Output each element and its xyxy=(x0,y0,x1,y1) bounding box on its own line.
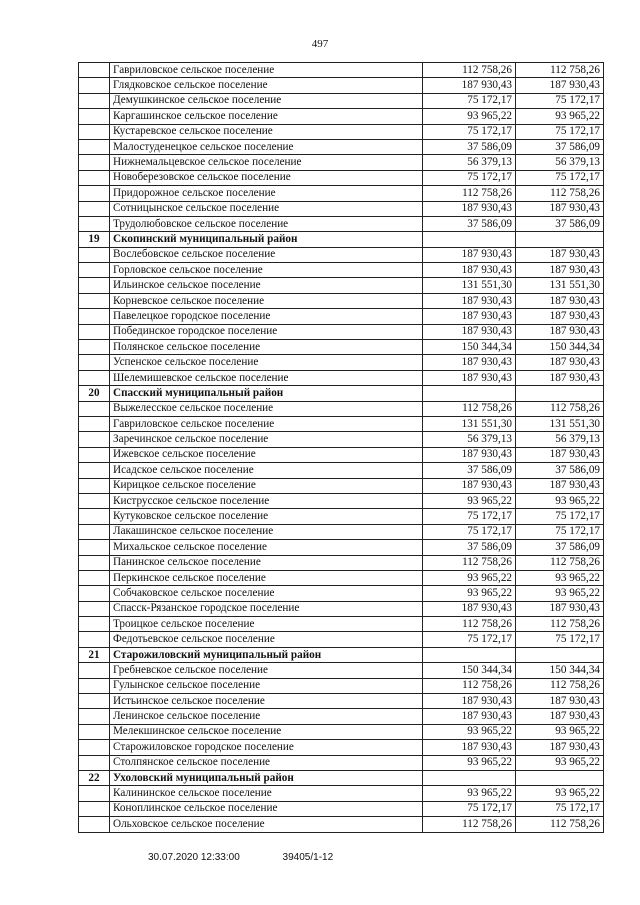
row-number xyxy=(79,524,110,539)
row-number xyxy=(79,416,110,431)
settlement-name: Спасский муниципальный район xyxy=(110,386,423,401)
table-row xyxy=(79,216,604,231)
amount-1: 187 930,43 xyxy=(423,324,516,339)
settlement-name: Ленинское сельское поселение xyxy=(110,709,423,724)
table-row xyxy=(79,755,604,770)
settlement-name: Исадское сельское поселение xyxy=(110,463,423,478)
row-number xyxy=(79,694,110,709)
amount-1: 93 965,22 xyxy=(423,586,516,601)
amount-1: 187 930,43 xyxy=(423,201,516,216)
row-number xyxy=(79,586,110,601)
amount-1: 187 930,43 xyxy=(423,263,516,278)
amount-1: 150 344,34 xyxy=(423,340,516,355)
amount-1 xyxy=(423,232,516,247)
amount-2 xyxy=(516,232,604,247)
amount-1: 37 586,09 xyxy=(423,216,516,231)
row-number xyxy=(79,124,110,139)
table-row xyxy=(79,186,604,201)
amount-2: 112 758,26 xyxy=(516,186,604,201)
amount-2: 75 172,17 xyxy=(516,93,604,108)
table-row xyxy=(79,293,604,308)
row-number xyxy=(79,340,110,355)
footer-timestamp: 30.07.2020 12:33:00 xyxy=(148,852,240,863)
table-row xyxy=(79,817,604,832)
amount-2: 93 965,22 xyxy=(516,586,604,601)
table-row xyxy=(79,416,604,431)
amount-1: 93 965,22 xyxy=(423,755,516,770)
amount-2 xyxy=(516,770,604,785)
row-number xyxy=(79,632,110,647)
settlement-name: Корневское сельское поселение xyxy=(110,293,423,308)
amount-1: 37 586,09 xyxy=(423,139,516,154)
settlement-name: Полянское сельское поселение xyxy=(110,340,423,355)
amount-2: 75 172,17 xyxy=(516,509,604,524)
row-number xyxy=(79,78,110,93)
amount-2: 187 930,43 xyxy=(516,201,604,216)
amount-2: 187 930,43 xyxy=(516,740,604,755)
row-number xyxy=(79,278,110,293)
amount-2: 75 172,17 xyxy=(516,632,604,647)
table-row xyxy=(79,155,604,170)
settlement-name: Киструсское сельское поселение xyxy=(110,493,423,508)
row-number xyxy=(79,432,110,447)
row-number xyxy=(79,155,110,170)
table-row xyxy=(79,540,604,555)
settlement-name: Федотьевское сельское поселение xyxy=(110,632,423,647)
amount-1: 131 551,30 xyxy=(423,278,516,293)
amount-1: 112 758,26 xyxy=(423,555,516,570)
table-row xyxy=(79,124,604,139)
row-number xyxy=(79,601,110,616)
footer-doc-id: 39405/1-12 xyxy=(282,852,334,863)
amount-1 xyxy=(423,770,516,785)
row-number xyxy=(79,786,110,801)
amount-1: 187 930,43 xyxy=(423,709,516,724)
amount-2: 93 965,22 xyxy=(516,109,604,124)
amount-1: 75 172,17 xyxy=(423,801,516,816)
settlement-name: Заречинское сельское поселение xyxy=(110,432,423,447)
table-row xyxy=(79,555,604,570)
row-number xyxy=(79,247,110,262)
settlement-name: Калининское сельское поселение xyxy=(110,786,423,801)
row-number xyxy=(79,755,110,770)
amount-1: 37 586,09 xyxy=(423,463,516,478)
row-number xyxy=(79,93,110,108)
amount-2: 93 965,22 xyxy=(516,493,604,508)
amount-2: 187 930,43 xyxy=(516,78,604,93)
amount-1: 187 930,43 xyxy=(423,447,516,462)
table-row xyxy=(79,694,604,709)
row-number xyxy=(79,370,110,385)
settlement-name: Вослебовское сельское поселение xyxy=(110,247,423,262)
settlement-name: Малостуденецкое сельское поселение xyxy=(110,139,423,154)
table-row xyxy=(79,247,604,262)
table-row xyxy=(79,109,604,124)
amount-2: 56 379,13 xyxy=(516,432,604,447)
amount-2: 187 930,43 xyxy=(516,247,604,262)
row-number xyxy=(79,478,110,493)
row-number xyxy=(79,309,110,324)
table-row xyxy=(79,632,604,647)
amount-1: 187 930,43 xyxy=(423,478,516,493)
amount-1 xyxy=(423,647,516,662)
table-row xyxy=(79,401,604,416)
row-number xyxy=(79,293,110,308)
row-number xyxy=(79,663,110,678)
row-number xyxy=(79,109,110,124)
amount-2: 187 930,43 xyxy=(516,324,604,339)
amount-2: 187 930,43 xyxy=(516,293,604,308)
settlement-name: Горловское сельское поселение xyxy=(110,263,423,278)
amount-1: 37 586,09 xyxy=(423,540,516,555)
settlement-name: Старожиловское городское поселение xyxy=(110,740,423,755)
table-row xyxy=(79,786,604,801)
row-number: 21 xyxy=(79,647,110,662)
settlement-name: Ухоловский муниципальный район xyxy=(110,770,423,785)
amount-1: 187 930,43 xyxy=(423,355,516,370)
row-number xyxy=(79,817,110,832)
settlements-table xyxy=(78,62,604,833)
amount-2: 93 965,22 xyxy=(516,724,604,739)
table-row xyxy=(79,340,604,355)
row-number: 22 xyxy=(79,770,110,785)
settlement-name: Сотницынское сельское поселение xyxy=(110,201,423,216)
settlement-name: Собчаковское сельское поселение xyxy=(110,586,423,601)
settlement-name: Демушкинское сельское поселение xyxy=(110,93,423,108)
table-row xyxy=(79,724,604,739)
table-row xyxy=(79,524,604,539)
row-number xyxy=(79,509,110,524)
amount-2: 112 758,26 xyxy=(516,617,604,632)
table-row xyxy=(79,355,604,370)
row-number xyxy=(79,709,110,724)
row-number xyxy=(79,401,110,416)
amount-2: 150 344,34 xyxy=(516,340,604,355)
row-number xyxy=(79,617,110,632)
amount-2: 93 965,22 xyxy=(516,786,604,801)
table-row xyxy=(79,586,604,601)
amount-1: 150 344,34 xyxy=(423,663,516,678)
table-row xyxy=(79,447,604,462)
row-number xyxy=(79,463,110,478)
settlement-name: Гавриловское сельское поселение xyxy=(110,63,423,78)
amount-1: 93 965,22 xyxy=(423,724,516,739)
row-number xyxy=(79,540,110,555)
amount-2: 112 758,26 xyxy=(516,63,604,78)
table-row xyxy=(79,709,604,724)
amount-1: 56 379,13 xyxy=(423,155,516,170)
settlement-name: Скопинский муниципальный район xyxy=(110,232,423,247)
settlement-name: Кустаревское сельское поселение xyxy=(110,124,423,139)
table-row xyxy=(79,78,604,93)
settlement-name: Коноплинское сельское поселение xyxy=(110,801,423,816)
settlement-name: Перкинское сельское поселение xyxy=(110,570,423,585)
row-number xyxy=(79,801,110,816)
amount-1: 187 930,43 xyxy=(423,740,516,755)
row-number: 19 xyxy=(79,232,110,247)
row-number xyxy=(79,139,110,154)
settlement-name: Глядковское сельское поселение xyxy=(110,78,423,93)
settlement-name: Спасск-Рязанское городское поселение xyxy=(110,601,423,616)
amount-1: 75 172,17 xyxy=(423,124,516,139)
amount-2: 187 930,43 xyxy=(516,263,604,278)
amount-2: 37 586,09 xyxy=(516,216,604,231)
table-row xyxy=(79,93,604,108)
table-row xyxy=(79,309,604,324)
settlement-name: Панинское сельское поселение xyxy=(110,555,423,570)
amount-1: 131 551,30 xyxy=(423,416,516,431)
settlement-name: Шелемишевское сельское поселение xyxy=(110,370,423,385)
settlement-name: Побединское городское поселение xyxy=(110,324,423,339)
amount-1: 75 172,17 xyxy=(423,632,516,647)
page-number: 497 xyxy=(311,38,329,50)
settlement-name: Ольховское сельское поселение xyxy=(110,817,423,832)
settlement-name: Лакашинское сельское поселение xyxy=(110,524,423,539)
settlement-name: Кутуковское сельское поселение xyxy=(110,509,423,524)
amount-2: 93 965,22 xyxy=(516,755,604,770)
amount-1: 93 965,22 xyxy=(423,109,516,124)
table-row xyxy=(79,201,604,216)
table-row xyxy=(79,170,604,185)
amount-1: 93 965,22 xyxy=(423,786,516,801)
amount-1: 187 930,43 xyxy=(423,293,516,308)
row-number: 20 xyxy=(79,386,110,401)
amount-1: 112 758,26 xyxy=(423,817,516,832)
amount-2: 187 930,43 xyxy=(516,447,604,462)
settlement-name: Гавриловское сельское поселение xyxy=(110,416,423,431)
table-row xyxy=(79,370,604,385)
settlement-name: Выжелесское сельское поселение xyxy=(110,401,423,416)
amount-1: 75 172,17 xyxy=(423,93,516,108)
amount-2: 187 930,43 xyxy=(516,309,604,324)
table-row xyxy=(79,801,604,816)
row-number xyxy=(79,201,110,216)
row-number xyxy=(79,355,110,370)
amount-1: 187 930,43 xyxy=(423,694,516,709)
row-number xyxy=(79,570,110,585)
amount-1: 56 379,13 xyxy=(423,432,516,447)
settlement-name: Павелецкое городское поселение xyxy=(110,309,423,324)
amount-2: 93 965,22 xyxy=(516,570,604,585)
row-number xyxy=(79,678,110,693)
row-number xyxy=(79,447,110,462)
amount-1: 112 758,26 xyxy=(423,617,516,632)
row-number xyxy=(79,740,110,755)
settlement-name: Трудолюбовское сельское поселение xyxy=(110,216,423,231)
amount-2: 112 758,26 xyxy=(516,678,604,693)
row-number xyxy=(79,63,110,78)
settlement-name: Придорожное сельское поселение xyxy=(110,186,423,201)
amount-2: 112 758,26 xyxy=(516,817,604,832)
table-row xyxy=(79,740,604,755)
amount-2: 112 758,26 xyxy=(516,401,604,416)
amount-1: 93 965,22 xyxy=(423,570,516,585)
district-row xyxy=(79,232,604,247)
row-number xyxy=(79,724,110,739)
row-number xyxy=(79,263,110,278)
amount-1: 187 930,43 xyxy=(423,370,516,385)
settlement-name: Ильинское сельское поселение xyxy=(110,278,423,293)
amount-2: 75 172,17 xyxy=(516,170,604,185)
amount-2: 187 930,43 xyxy=(516,709,604,724)
table-row xyxy=(79,432,604,447)
amount-2: 112 758,26 xyxy=(516,555,604,570)
amount-2: 75 172,17 xyxy=(516,524,604,539)
table-row xyxy=(79,493,604,508)
amount-1: 112 758,26 xyxy=(423,186,516,201)
settlement-name: Истьинское сельское поселение xyxy=(110,694,423,709)
amount-2: 131 551,30 xyxy=(516,416,604,431)
amount-2 xyxy=(516,647,604,662)
row-number xyxy=(79,324,110,339)
amount-1: 75 172,17 xyxy=(423,524,516,539)
settlement-name: Каргашинское сельское поселение xyxy=(110,109,423,124)
amount-1: 93 965,22 xyxy=(423,493,516,508)
table-row xyxy=(79,678,604,693)
amount-1: 75 172,17 xyxy=(423,509,516,524)
amount-1: 187 930,43 xyxy=(423,601,516,616)
table-row xyxy=(79,263,604,278)
district-row xyxy=(79,770,604,785)
row-number xyxy=(79,170,110,185)
amount-2: 75 172,17 xyxy=(516,801,604,816)
amount-1 xyxy=(423,386,516,401)
district-row xyxy=(79,386,604,401)
amount-2: 56 379,13 xyxy=(516,155,604,170)
amount-2: 37 586,09 xyxy=(516,540,604,555)
table-row xyxy=(79,617,604,632)
table-row xyxy=(79,278,604,293)
table-row xyxy=(79,463,604,478)
settlement-name: Гулынское сельское поселение xyxy=(110,678,423,693)
amount-2: 187 930,43 xyxy=(516,601,604,616)
amount-2: 187 930,43 xyxy=(516,694,604,709)
amount-1: 112 758,26 xyxy=(423,401,516,416)
amount-1: 187 930,43 xyxy=(423,309,516,324)
amount-2: 37 586,09 xyxy=(516,139,604,154)
table-row xyxy=(79,324,604,339)
settlement-name: Ижевское сельское поселение xyxy=(110,447,423,462)
amount-2: 37 586,09 xyxy=(516,463,604,478)
settlement-name: Михальское сельское поселение xyxy=(110,540,423,555)
amount-2: 187 930,43 xyxy=(516,478,604,493)
settlement-name: Кирицкое сельское поселение xyxy=(110,478,423,493)
amount-2: 131 551,30 xyxy=(516,278,604,293)
amount-2: 187 930,43 xyxy=(516,370,604,385)
row-number xyxy=(79,216,110,231)
table-row xyxy=(79,478,604,493)
table-row xyxy=(79,601,604,616)
table-row xyxy=(79,509,604,524)
settlement-name: Нижнемальцевское сельское поселение xyxy=(110,155,423,170)
table-row xyxy=(79,570,604,585)
table-row xyxy=(79,63,604,78)
settlement-name: Старожиловский муниципальный район xyxy=(110,647,423,662)
amount-1: 75 172,17 xyxy=(423,170,516,185)
district-row xyxy=(79,647,604,662)
settlement-name: Мелекшинское сельское поселение xyxy=(110,724,423,739)
settlement-name: Новоберезовское сельское поселение xyxy=(110,170,423,185)
footer xyxy=(148,852,373,863)
settlement-name: Столпянское сельское поселение xyxy=(110,755,423,770)
table-row xyxy=(79,663,604,678)
amount-1: 187 930,43 xyxy=(423,247,516,262)
amount-1: 112 758,26 xyxy=(423,63,516,78)
row-number xyxy=(79,186,110,201)
settlement-name: Гребневское сельское поселение xyxy=(110,663,423,678)
amount-2: 75 172,17 xyxy=(516,124,604,139)
table-row xyxy=(79,139,604,154)
table-body xyxy=(79,63,604,833)
settlement-name: Троицкое сельское поселение xyxy=(110,617,423,632)
amount-2: 187 930,43 xyxy=(516,355,604,370)
row-number xyxy=(79,555,110,570)
amount-2 xyxy=(516,386,604,401)
settlement-name: Успенское сельское поселение xyxy=(110,355,423,370)
amount-1: 112 758,26 xyxy=(423,678,516,693)
amount-1: 187 930,43 xyxy=(423,78,516,93)
row-number xyxy=(79,493,110,508)
amount-2: 150 344,34 xyxy=(516,663,604,678)
